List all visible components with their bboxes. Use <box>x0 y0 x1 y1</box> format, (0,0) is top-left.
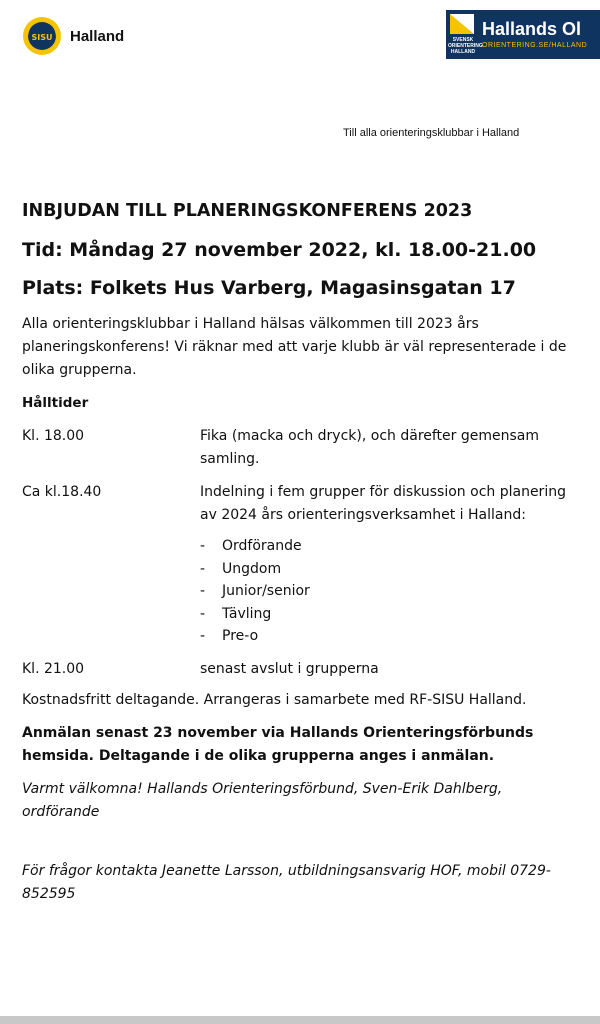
schedule-time: Kl. 21.00 <box>22 660 85 677</box>
list-marker: - <box>200 605 206 622</box>
page-title: INBJUDAN TILL PLANERINGSKONFERENS 2023 <box>22 201 473 221</box>
place-line: Plats: Folkets Hus Varberg, Magasinsgatan 17 <box>22 277 516 299</box>
bottom-divider <box>0 1016 600 1024</box>
group-name: Ungdom <box>222 560 282 577</box>
schedule-row <box>22 481 582 527</box>
letter-body <box>22 199 582 906</box>
group-name: Ordförande <box>222 538 302 554</box>
schedule-time: Kl. 18.00 <box>22 428 85 444</box>
list-item <box>200 535 582 558</box>
list-marker: - <box>200 560 206 577</box>
group-name: Tävling <box>222 605 272 622</box>
intro-paragraph: Alla orienteringsklubbar i Halland hälsas välkommen till 2023 års planeringskonferens! Vi räknar med att varje klubb är väl representerade i de olika grupperna. <box>22 316 567 378</box>
brand-name: Hallands Ol <box>482 19 582 39</box>
sisu-badge-label: SISU <box>31 33 53 42</box>
welcome-paragraph: Varmt välkomna! Hallands Orienteringsförbund, Sven-Erik Dahlberg, ordförande <box>22 780 503 820</box>
cost-paragraph: Kostnadsfritt deltagande. Arrangeras i samarbete med RF-SISU Halland. <box>22 691 527 708</box>
logo-left-text: Halland <box>70 27 125 45</box>
list-marker: - <box>200 628 206 644</box>
list-item <box>200 558 582 581</box>
sisu-badge-icon <box>22 16 62 56</box>
group-name: Junior/senior <box>222 583 310 599</box>
list-marker: - <box>200 538 206 554</box>
sisu-halland-logo <box>22 16 124 56</box>
recipient-line: Till alla orienteringsklubbar i Halland <box>343 127 520 139</box>
schedule-row <box>22 425 582 471</box>
group-name: Pre-o <box>222 628 259 644</box>
schedule-time: Ca kl.18.40 <box>22 484 102 500</box>
contact-paragraph: För frågor kontakta Jeanette Larsson, utbildningsansvarig HOF, mobil 0729-852595 <box>22 862 551 902</box>
list-item <box>200 625 582 648</box>
hallands-of-logo <box>446 10 600 59</box>
signup-paragraph: Anmälan senast 23 november via Hallands Orienteringsförbunds hemsida. Deltagande i de olika grupperna anges i anmälan. <box>22 724 534 764</box>
time-line: Tid: Måndag 27 november 2022, kl. 18.00-21.00 <box>22 239 537 261</box>
schedule-row <box>22 658 582 681</box>
schedule-desc: senast avslut i grupperna <box>200 660 379 677</box>
schedule-desc: Indelning i fem grupper för diskussion och planering av 2024 års orienteringsverksamhet i Halland: <box>200 484 566 523</box>
group-list <box>200 535 582 648</box>
list-item <box>200 603 582 626</box>
brand-subtitle: ORIENTERING.SE/HALLAND <box>482 42 588 49</box>
list-item <box>200 580 582 603</box>
schedule-desc: Fika (macka och dryck), och därefter gemensam samling. <box>200 428 540 467</box>
schedule-heading: Hålltider <box>22 395 89 411</box>
list-marker: - <box>200 583 206 599</box>
emblem-text: SVENSK ORIENTERING HALLAND <box>448 37 483 55</box>
